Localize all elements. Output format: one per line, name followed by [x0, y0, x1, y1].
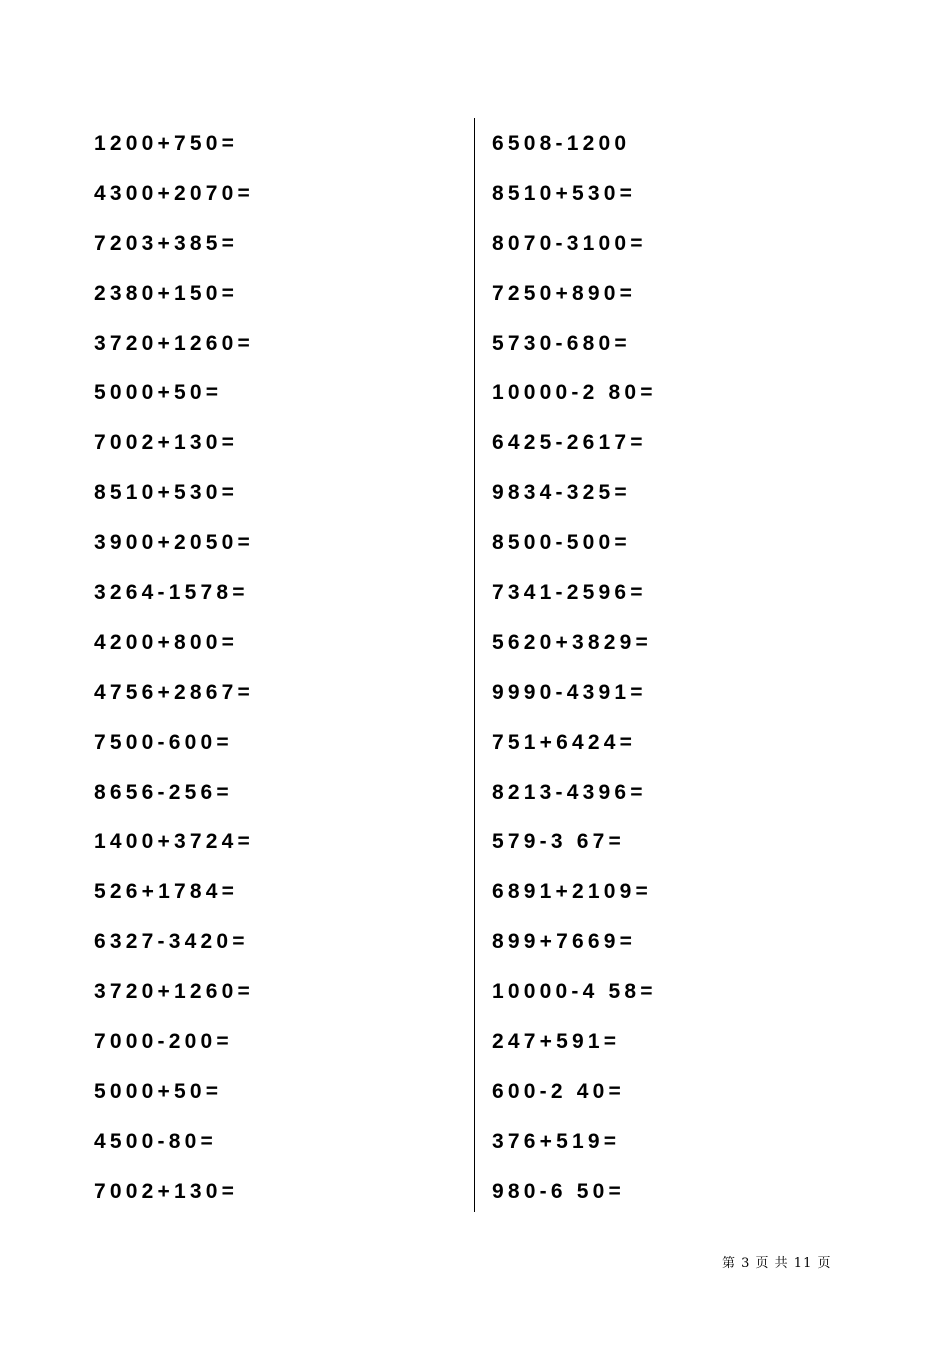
math-problem: 4756+2867=	[94, 680, 254, 704]
math-problem: 3264-1578=	[94, 581, 249, 605]
math-problem: 4200+800=	[94, 630, 239, 654]
math-problem: 5000+50=	[94, 1079, 223, 1103]
math-problem: 5620+3829=	[492, 630, 652, 654]
math-problem: 526+1784=	[94, 880, 239, 904]
math-problem: 4300+2070=	[94, 181, 254, 205]
math-problem: 2380+150=	[94, 281, 239, 305]
math-problem: 3720+1260=	[94, 980, 254, 1004]
math-problem: 980-6 50=	[492, 1179, 625, 1203]
math-problem: 10000-2 80=	[492, 381, 657, 405]
math-problem: 899+7669=	[492, 930, 637, 954]
math-problem: 9990-4391=	[492, 680, 647, 704]
math-problem: 376+519=	[492, 1129, 621, 1153]
math-problem: 6508-1200	[492, 132, 631, 155]
math-problem: 247+591=	[492, 1030, 621, 1054]
math-problem: 8656-256=	[94, 780, 233, 804]
math-problem: 7000-200=	[94, 1030, 233, 1054]
math-problem: 7250+890=	[492, 281, 637, 305]
math-problem: 7203+385=	[94, 231, 239, 255]
math-problem: 7500-600=	[94, 730, 233, 754]
math-problem: 3720+1260=	[94, 331, 254, 355]
math-problem: 5000+50=	[94, 381, 223, 405]
math-problem: 10000-4 58=	[492, 980, 657, 1004]
math-problem: 1200+750=	[94, 132, 239, 155]
math-problem: 6891+2109=	[492, 880, 652, 904]
math-problem: 8500-500=	[492, 531, 631, 555]
math-problem: 8510+530=	[94, 481, 239, 505]
math-problem: 3900+2050=	[94, 531, 254, 555]
math-problem: 8213-4396=	[492, 780, 647, 804]
page-footer: 第 3 页 共 11 页	[722, 1256, 832, 1271]
right-problem-column	[492, 130, 657, 1228]
math-problem: 8070-3100=	[492, 231, 647, 255]
math-problem: 7002+130=	[94, 431, 239, 455]
math-problem: 600-2 40=	[492, 1079, 625, 1103]
math-problem: 7341-2596=	[492, 581, 647, 605]
math-problem: 751+6424=	[492, 730, 637, 754]
left-problem-column	[94, 130, 254, 1228]
math-problem: 6327-3420=	[94, 930, 249, 954]
math-problem: 5730-680=	[492, 331, 631, 355]
math-problem: 1400+3724=	[94, 830, 254, 854]
math-problem: 7002+130=	[94, 1179, 239, 1203]
math-problem: 579-3 67=	[492, 830, 625, 854]
math-problem: 8510+530=	[492, 181, 637, 205]
column-divider	[474, 118, 475, 1212]
math-problem: 9834-325=	[492, 481, 631, 505]
math-problem: 6425-2617=	[492, 431, 647, 455]
math-problem: 4500-80=	[94, 1129, 217, 1153]
